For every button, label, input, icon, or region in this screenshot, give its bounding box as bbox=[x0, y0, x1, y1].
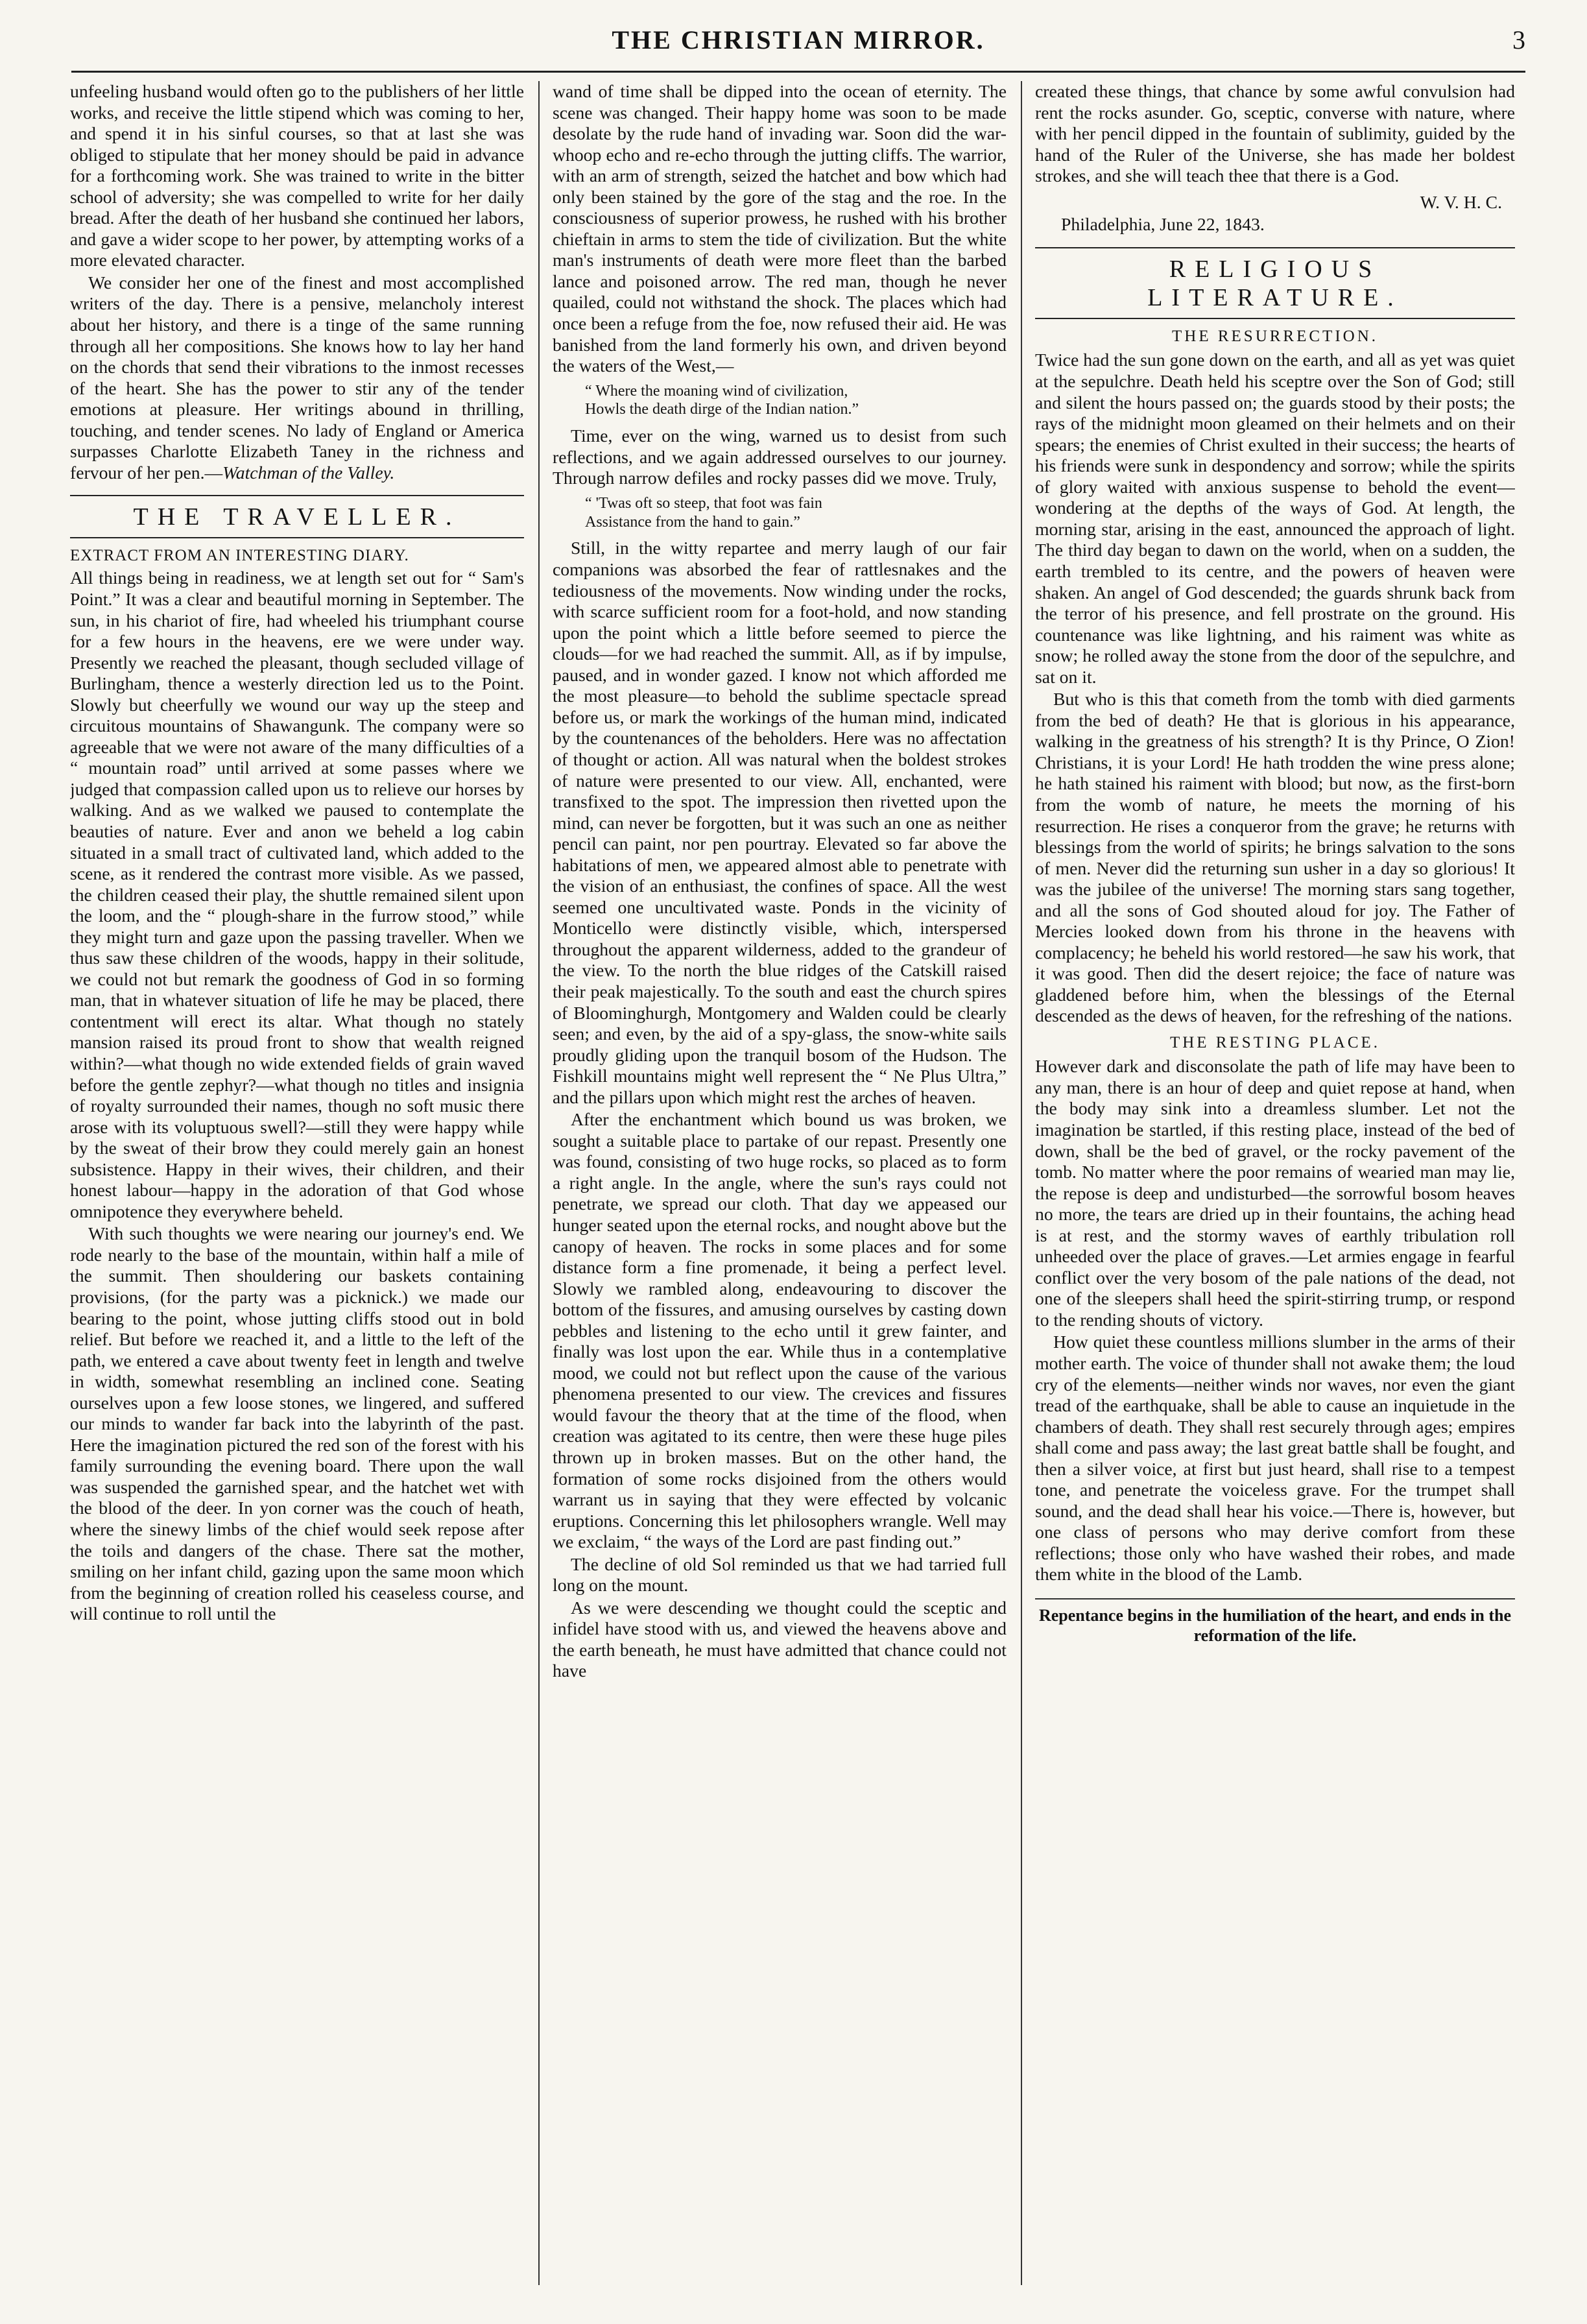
paragraph: Still, in the witty repartee and merry laugh of our fair companions was absorbed the fear of rattlesnakes and the tediousness of the movements. Now winding under the rocks, with scarce sufficient room for a foot-hold, and now standing upon the point which a little before seemed to pierce the clouds—for we had reached the summit. All, as if by impulse, paused, and in wonder gazed. I know not which afforded me the most pleasure—to behold the sublime spectacle spread before us, or mark the workings of the human mind, indicated by the countenances of the beholders. Here was no affectation of thought or action. All was natural when the boldest strokes of nature were presented to our view. All, enchanted, were transfixed to the spot. The impression then rivetted upon the mind, can never be forgotten, but it was such an one as neither pencil can paint, nor pen pourtray. Elevated so far above the habitations of men, we appeared almost able to penetrate with the vision of an enthusiast, the confines of space. All the west seemed one uncultivated waste. Ponds in the vicinity of Monticello were distinctly visible, which, interspersed throughout the apparent wilderness, added to the grandeur of the view. To the north the blue ridges of the Catskill raised their peak majestically. To the south and east the church spires of Bloominghurgh, Montgomery and Walden could be clearly seen; and even, by the aid of a spy-glass, the snow-white sails proudly gliding upon the tranquil bosom of the Hudson. The Fishkill mountains might well represent the “ Ne Plus Ultra,” and the pillars upon which might rest the arches of heaven. bbox=[553, 538, 1007, 1107]
paragraph: Twice had the sun gone down on the earth, and all as yet was quiet at the sepulchre. Death held his sceptre over the Son of God; still and silent the hours passed on; the guards stood by their posts; the rays of the midnight moon gleamed on their helmets and on their spears; the enemies of Christ exulted in their success; the hearts of his friends were sunk in despondency and sorrow; while the spirits of glory waited with anxious suspense to behold the event—wondering at the depths of the ways of God. At length, the morning star, arising in the east, announced the approach of light. The third day began to dawn on the world, when on a sudden, the earth trembled to its centre, and the powers of heaven were shaken. An angel of God descended; the guards shrunk back from the terror of his presence, and fell prostrate on the ground. His countenance was like lightning, and his raiment was white as snow; he rolled away the stone from the door of the sepulchre, and sat on it. bbox=[1035, 350, 1515, 687]
column-2 bbox=[553, 81, 1007, 2285]
column-1 bbox=[70, 81, 524, 2285]
poem-line: “ 'Twas oft so steep, that foot was fain bbox=[585, 494, 822, 512]
poem-line: “ Where the moaning wind of civilization, bbox=[585, 382, 848, 400]
page-number: 3 bbox=[1512, 25, 1525, 54]
dateline: Philadelphia, June 22, 1843. bbox=[1061, 214, 1265, 235]
poem-quote bbox=[585, 494, 1007, 532]
masthead-rule bbox=[71, 71, 1525, 73]
section-heading-traveller: THE TRAVELLER. bbox=[70, 495, 524, 538]
paragraph: After the enchantment which bound us was broken, we sought a suitable place to partake of our repast. Presently one was found, consisting of two huge rocks, so placed as to form a right angle. In the angle, where the sun's rays could not penetrate, we spread our cloth. That day we appeased our hunger seated upon the eternal rocks, and nought above but the canopy of heaven. The rocks in some places and for some distance form a fine promenade, it being a perfect level. Slowly we rambled along, endeavouring to discover the bottom of the fissures, and amusing ourselves by casting down pebbles and listening to the echo until it grew fainter, and finally was lost upon the ear. While thus in a contemplative mood, we could not but reflect upon the cause of the various phenomena presented to our view. The crevices and fissures would favour the theory that at the time of the flood, when creation was agitated to its centre, then were these huge piles thrown up in broken masses. But on the other hand, the formation of some rocks disjoined from the others would warrant us in saying that they were effected by volcanic eruptions. Concerning this let philosophers wrangle. Well may we exclaim, “ the ways of the Lord are past finding out.” bbox=[553, 1109, 1007, 1552]
paragraph: As we were descending we thought could the sceptic and infidel have stood with us, and viewed the heavens above and the earth beneath, he must have admitted that chance could not have bbox=[553, 1597, 1007, 1681]
paragraph: With such thoughts we were nearing our journey's end. We rode nearly to the base of the mountain, within half a mile of the summit. Then shouldering our baskets containing provisions, (for the party was a picknick.) we made our bearing to the point, whose jutting cliffs stood out in bold relief. But before we reached it, and a little to the left of the path, we entered a cave about twenty feet in length and twelve in width, somewhat resembling an inclined cone. Seating ourselves upon a few loose stones, we lingered, and suffered our minds to wander far back into the labyrinth of the past. Here the imagination pictured the red son of the forest with his family surrounding the evening board. There upon the wall was suspended the garnished spear, and the hatchet wet with the blood of the deer. In yon corner was the couch of heath, where the sinewy limbs of the chief would seek repose after the toils and dangers of the chase. There sat the mother, smiling on her infant child, gazing upon the same moon which from the beginning of creation rolled his ceaseless course, and will continue to roll until the bbox=[70, 1223, 524, 1624]
paragraph: unfeeling husband would often go to the publishers of her little works, and receive the little stipend which was coming to her, and spend it in his sinful courses, so that at last she was obliged to stipulate that her money should be paid in advance for a forthcoming work. She was trained to write in the bitter school of adversity; she was compelled to write for her daily bread. After the death of her husband she continued her labors, and gave a wider scope to her power, by attempting works of a more elevated character. bbox=[70, 81, 524, 270]
paragraph: created these things, that chance by some awful convulsion had rent the rocks asunder. Go, sceptic, converse with nature, where with her pencil dipped in the fountain of sublimity, guided by the hand of the Ruler of the Universe, she has made her boldest strokes, and she will teach thee that there is a God. bbox=[1035, 81, 1515, 186]
signature: W. V. H. C. bbox=[1420, 191, 1502, 212]
poem-line: Howls the death dirge of the Indian nation.” bbox=[585, 401, 859, 418]
column-divider-1 bbox=[538, 81, 540, 2285]
paragraph: wand of time shall be dipped into the ocean of eternity. The scene was changed. Their happy home was soon to be made desolate by the rude hand of invading war. Soon did the war-whoop echo and re-echo through the jutting cliffs. The warrior, with an arm of strength, seized the hatchet and bow which had only been stained by the gore of the stag and the roe. In the consciousness of superior prowess, he rushed with his brother chieftain in arms to stem the tide of civilization. But the white man's instruments of death were more fleet than the barbed lance and poisoned arrow. The red man, though he never quailed, could not withstand the shock. The places which had once been a refuge from the foe, now refused their aid. He was banished from the land formerly his own, and driven beyond the waters of the West,— bbox=[553, 81, 1007, 376]
paragraph bbox=[70, 272, 524, 483]
paragraph: But who is this that cometh from the tomb with died garments from the bed of death? He that is glorious in his appearance, walking in the greatness of his strength? It is thy Prince, O Zion! Christians, it is your Lord! He hath trodden the wine press alone; he hath stained his raiment with blood; but now, as the first-born from the womb of nature, he meets the morning of his resurrection. He rises a conqueror from the grave; he returns with blessings from the world of spirits; he brings salvation to the sons of men. Never did the returning sun usher in a day so glorious! It was the jubilee of the universe! The morning stars sang together, and all the sons of God shouted aloud for joy. The Father of Mercies looked down from his throne in the heavens with complacency; he beheld his world restored—he saw his work, that it was good. Then did the desert rejoice; the face of nature was gladdened before him, when the blessings of the Eternal descended as the dews of heaven, for the refreshing of the nations. bbox=[1035, 689, 1515, 1026]
article-title: EXTRACT FROM AN INTERESTING DIARY. bbox=[70, 547, 409, 565]
article-heading: THE RESURRECTION. bbox=[1172, 328, 1378, 346]
paragraph: Time, ever on the wing, warned us to desist from such reflections, and we again addressed ourselves to our journey. Through narrow defiles and rocky passes did we move. Truly, bbox=[553, 425, 1007, 488]
closing-maxim: Repentance begins in the humiliation of the heart, and ends in the reformation of the life. bbox=[1035, 1598, 1515, 1646]
section-heading-religious-literature: RELIGIOUS LITERATURE. bbox=[1035, 247, 1515, 319]
paragraph: How quiet these countless millions slumber in the arms of their mother earth. The voice of thunder shall not awake them; the loud cry of the elements—neither winds nor waves, nor even the giant tread of the earthquake, shall be able to cause an inquietude in the chambers of death. They shall rest securely through ages; empires shall come and pass away; the last great battle shall be fought, and then a silver voice, at first but just heard, shall rise to a tempest tone, and penetrate the voiceless grave. For the trumpet shall sound, and the dead shall hear his voice.—There is, however, but one class of persons who may derive comfort from these reflections; those only who have washed their robes, and made them white in the blood of the Lamb. bbox=[1035, 1332, 1515, 1585]
paragraph: The decline of old Sol reminded us that we had tarried full long on the mount. bbox=[553, 1553, 1007, 1596]
attribution: Watchman of the Valley. bbox=[222, 462, 395, 483]
paragraph: All things being in readiness, we at length set out for “ Sam's Point.” It was a clear and beautiful morning in September. The sun, in his chariot of fire, had wheeled his triumphant course for a few hours in the heavens, ere we were under way. Presently we reached the pleasant, though secluded village of Burlingham, thence a westerly direction led us to the Point. Slowly but cheerfully we wound our way up the steep and circuitous mountains of Shawangunk. The company were so agreeable that we were not aware of the many difficulties of a “ mountain road” until arrived at some passes where we judged that compassion called upon us to relieve our horses by walking. And as we walked we paused to contemplate the beauties of nature. Ever and anon we beheld a log cabin situated in a small tract of cultivated land, which added to the scene, as it rendered the contrast more visible. As we passed, the children ceased their play, the shuttle remained silent upon the loom, and the “ plough-share in the furrow stood,” while they might turn and gaze upon the passing traveller. When we thus saw these children of the woods, happy in their solitude, we could not but remark the goodness of God in so forming man, that in whatever situation of life he may be placed, there contentment will erect its altar. What though no stately mansion raised its proud front to show that wealth reigned within?—what though no wide extended fields of grain waved before the gentle zephyr?—what though no titles and insignia of royalty surrounded their names, though no soft music there arose with its voluptuous swell?—still they were happy while by the sweat of their brow they could merely gain an honest subsistence. Happy in their wives, their children, and their honest labour—happy in the adoration of that God whose omnipotence they everywhere beheld. bbox=[70, 568, 524, 1221]
paragraph: However dark and disconsolate the path of life may have been to any man, there is an hour of deep and quiet repose at hand, when the body may sink into a dreamless slumber. Let not the imagination be startled, if this resting place, instead of the bed of down, shall be the bed of gravel, or the rocky pavement of the tomb. No matter where the poor remains of wearied man may lie, the repose is deep and undisturbed—the sorrowful bosom heaves no more, the tears are dried up in their fountains, the aching head is at rest, and the stormy waves of earthly tribulation roll unheeded over the place of graves.—Let armies engage in fearful conflict over the very bosom of the pale nations of the dead, not one of the sleepers shall heed the spirit-stirring trump, or respond to the rending shouts of victory. bbox=[1035, 1056, 1515, 1330]
paragraph-text: We consider her one of the finest and most accomplished writers of the day. There is a pensive, melancholy interest about her history, and there is a tinge of the same running through all her compositions. She knows how to lay her hand on the chords that send their vibrations to the inmost recesses of the heart. She has the power to stir any of the tender emotions at pleasure. Her writings abound in thrilling, touching, and tender scenes. No lady of England or America surpasses Charlotte Elizabeth Taney in the richness and fervour of her pen.— bbox=[70, 272, 524, 483]
masthead bbox=[71, 12, 1525, 77]
article-heading: THE RESTING PLACE. bbox=[1169, 1033, 1381, 1051]
column-divider-2 bbox=[1021, 81, 1022, 2285]
poem-line: Assistance from the hand to gain.” bbox=[585, 513, 800, 531]
column-3 bbox=[1035, 81, 1515, 2285]
poem-quote bbox=[585, 382, 1007, 420]
newspaper-title: THE CHRISTIAN MIRROR. bbox=[612, 25, 985, 54]
